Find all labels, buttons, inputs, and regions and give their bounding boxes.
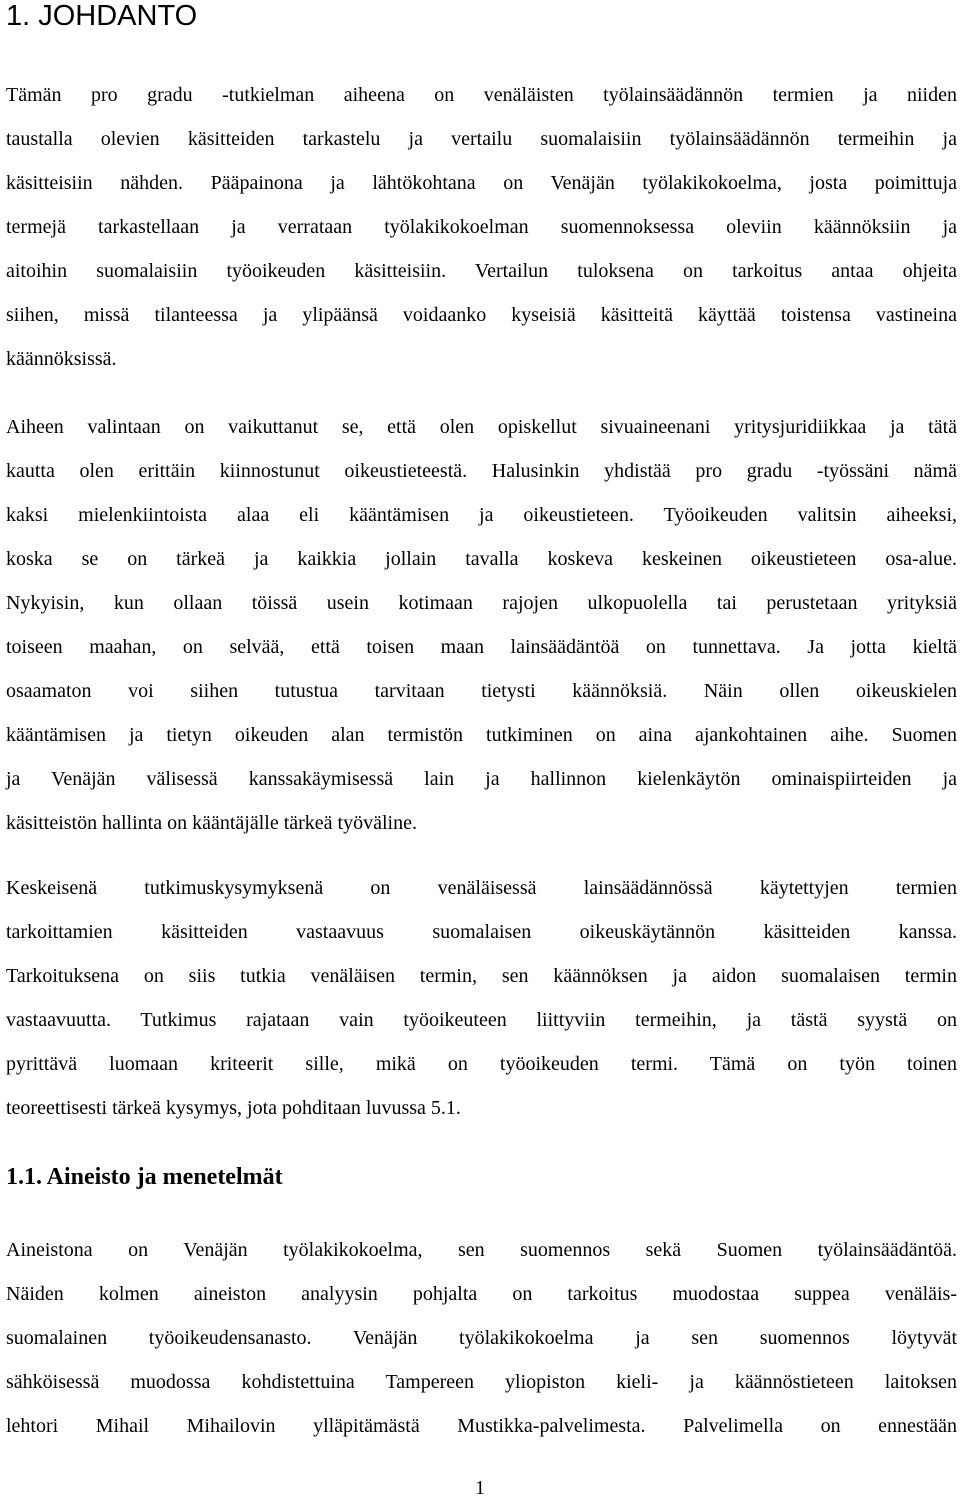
text-line: tarkoittamien käsitteiden vastaavuus suomalaisen oikeuskäytännön käsitteiden kanssa. bbox=[6, 921, 957, 943]
text-line: kääntämisen ja tietyn oikeuden alan termistön tutkiminen on aina ajankohtainen aihe. Suomen bbox=[6, 724, 957, 746]
section-title: 1.1. Aineisto ja menetelmät bbox=[6, 1164, 283, 1190]
text-line: termejä tarkastellaan ja verrataan työlakikokoelman suomennoksessa oleviin käännöksiin ja bbox=[6, 216, 957, 238]
text-line: taustalla olevien käsitteiden tarkastelu ja vertailu suomalaisiin työlainsäädännön termeihin ja bbox=[6, 128, 957, 150]
text-line: Tarkoituksena on siis tutkia venäläisen termin, sen käännöksen ja aidon suomalaisen termin bbox=[6, 965, 957, 987]
text-line: osaamaton voi siihen tutustua tarvitaan tietysti käännöksiä. Näin ollen oikeuskielen bbox=[6, 680, 957, 702]
text-line: aitoihin suomalaisiin työoikeuden käsitteisiin. Vertailun tuloksena on tarkoitus antaa ohjeita bbox=[6, 260, 957, 282]
text-line: Näiden kolmen aineiston analyysin pohjalta on tarkoitus muodostaa suppea venäläis- bbox=[6, 1283, 957, 1305]
text-line: Aiheen valintaan on vaikuttanut se, että olen opiskellut sivuaineenani yritysjuridiikkaa ja tätä bbox=[6, 416, 957, 438]
text-line: lehtori Mihail Mihailovin ylläpitämästä Mustikka-palvelimesta. Palvelimella on ennestään bbox=[6, 1415, 957, 1437]
text-line: Aineistona on Venäjän työlakikokoelma, sen suomennos sekä Suomen työlainsäädäntöä. bbox=[6, 1239, 957, 1261]
chapter-title: 1. JOHDANTO bbox=[6, 0, 198, 32]
text-line: ja Venäjän välisessä kanssakäymisessä lain ja hallinnon kielenkäytön ominaispiirteiden ja bbox=[6, 768, 957, 790]
text-line: käännöksissä. bbox=[6, 348, 117, 370]
text-line: pyrittävä luomaan kriteerit sille, mikä on työoikeuden termi. Tämä on työn toinen bbox=[6, 1053, 957, 1075]
paragraph-research-question bbox=[6, 866, 957, 1130]
text-line: kaksi mielenkiintoista alaa eli kääntämisen ja oikeustieteen. Työoikeuden valitsin aiheeksi, bbox=[6, 504, 957, 526]
text-line: sähköisessä muodossa kohdistettuina Tampereen yliopiston kieli- ja käännöstieteen laitoksen bbox=[6, 1371, 957, 1393]
paragraph-material bbox=[6, 1228, 957, 1448]
text-line: Nykyisin, kun ollaan töissä usein kotimaan rajojen ulkopuolella tai perustetaan yrityksiä bbox=[6, 592, 957, 614]
text-line: kautta olen erittäin kiinnostunut oikeustieteestä. Halusinkin yhdistää pro gradu -työssäni nämä bbox=[6, 460, 957, 482]
text-line: teoreettisesti tärkeä kysymys, jota pohditaan luvussa 5.1. bbox=[6, 1097, 461, 1119]
text-line: Tämän pro gradu -tutkielman aiheena on venäläisten työlainsäädännön termien ja niiden bbox=[6, 84, 957, 106]
text-line: Keskeisenä tutkimuskysymyksenä on venäläisessä lainsäädännössä käytettyjen termien bbox=[6, 877, 957, 899]
text-line: käsitteistön hallinta on kääntäjälle tärkeä työväline. bbox=[6, 812, 417, 834]
paragraph-intro bbox=[6, 73, 957, 381]
page-number: 1 bbox=[475, 1477, 485, 1499]
text-line: käsitteisiin nähden. Pääpainona ja lähtökohtana on Venäjän työlakikokoelma, josta poimittuja bbox=[6, 172, 957, 194]
text-line: siihen, missä tilanteessa ja ylipäänsä voidaanko kyseisiä käsitteitä käyttää toistensa vastineina bbox=[6, 304, 957, 326]
paragraph-topic-choice bbox=[6, 405, 957, 845]
text-line: toiseen maahan, on selvää, että toisen maan lainsäädäntöä on tunnettava. Ja jotta kieltä bbox=[6, 636, 957, 658]
text-line: vastaavuutta. Tutkimus rajataan vain työoikeuteen liittyviin termeihin, ja tästä syystä on bbox=[6, 1009, 957, 1031]
text-line: suomalainen työoikeudensanasto. Venäjän työlakikokoelma ja sen suomennos löytyvät bbox=[6, 1327, 957, 1349]
text-line: koska se on tärkeä ja kaikkia jollain tavalla koskeva keskeinen oikeustieteen osa-alue. bbox=[6, 548, 957, 570]
